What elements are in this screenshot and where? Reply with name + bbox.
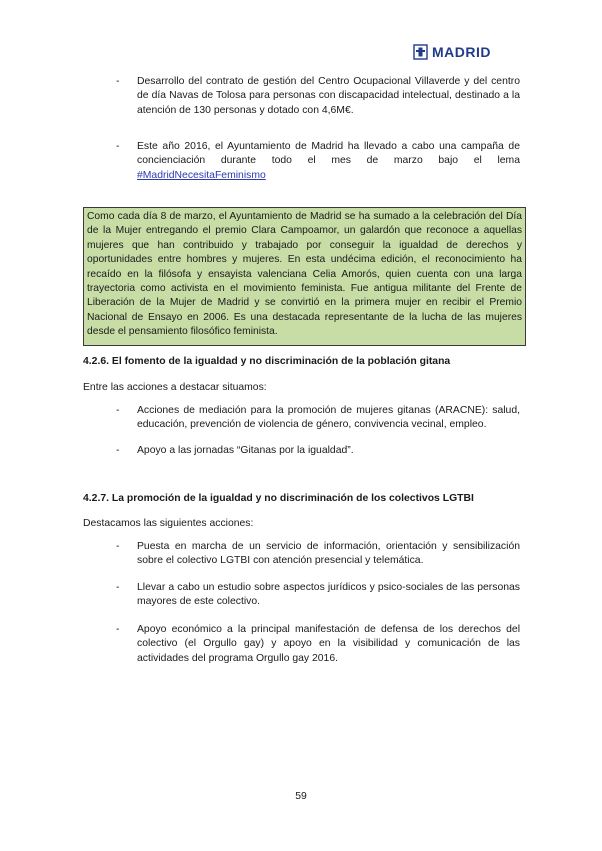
hashtag-link[interactable]: #MadridNecesitaFeminismo <box>137 169 266 181</box>
bullet-dash: - <box>116 624 120 635</box>
list-item-text: Apoyo económico a la principal manifestación de defensa de los derechos del colectivo (el Orgullo gay) y apoyo en la visibilidad y comunicación de las actividades del programa Orgullo gay 2016. <box>137 624 520 664</box>
bullet-dash: - <box>116 445 120 456</box>
list-item <box>116 581 520 610</box>
section-intro: Destacamos las siguientes acciones: <box>83 518 254 529</box>
section-intro: Entre las acciones a destacar situamos: <box>83 382 267 393</box>
list-item-text: Apoyo a las jornadas “Gitanas por la igualdad”. <box>137 445 354 456</box>
list-item-text: Puesta en marcha de un servicio de información, orientación y sensibilización sobre el colectivo LGTBI con atención presencial y telemática. <box>137 541 520 567</box>
madrid-logo <box>413 44 491 60</box>
section-heading: 4.2.6. El fomento de la igualdad y no discriminación de la población gitana <box>83 356 451 367</box>
section-heading: 4.2.7. La promoción de la igualdad y no discriminación de los colectivos LGTBI <box>83 493 474 504</box>
madrid-emblem-icon <box>413 44 428 60</box>
logo-text: MADRID <box>432 44 491 60</box>
page-number: 59 <box>295 791 307 802</box>
list-item-text: Desarrollo del contrato de gestión del Centro Ocupacional Villaverde y del centro de día Navas de Tolosa para personas con discapacidad intelectual, destinado a la atención de 130 personas y dotado con 4,6M€. <box>137 76 520 116</box>
bullet-dash: - <box>116 582 120 593</box>
list-item-text: Este año 2016, el Ayuntamiento de Madrid ha llevado a cabo una campaña de concienciación durante todo el mes de marzo bajo el lema <box>137 141 520 167</box>
list-item <box>116 140 520 183</box>
bullet-dash: - <box>116 141 120 152</box>
bullet-dash: - <box>116 76 120 87</box>
list-item-text: Llevar a cabo un estudio sobre aspectos jurídicos y psico-sociales de las personas mayores de este colectivo. <box>137 582 520 608</box>
bullet-dash: - <box>116 541 120 552</box>
list-item <box>116 444 520 458</box>
bullet-dash: - <box>116 405 120 416</box>
list-item <box>116 540 520 569</box>
list-item <box>116 404 520 433</box>
list-item-text: Acciones de mediación para la promoción de mujeres gitanas (ARACNE): salud, educación, prevención de violencia de género, convivencia vecinal, empleo. <box>137 405 520 431</box>
list-item <box>116 75 520 118</box>
list-item <box>116 623 520 666</box>
highlight-box: Como cada día 8 de marzo, el Ayuntamiento de Madrid se ha sumado a la celebración del Día de la Mujer entregando el premio Clara Campoamor, un galardón que reconoce a aquellas mujeres que han contribuido y trabajado por conseguir la igualdad de derechos y oportunidades entre hombres y mujeres. En esta undécima edición, el reconocimiento ha recaído en la filósofa y ensayista valenciana Celia Amorós, quien cuenta con una larga trayectoria como activista en el movimiento feminista. Fue antigua militante del Frente de Liberación de la Mujer de Madrid y se convirtió en la primera mujer en recibir el Premio Nacional de Ensayo en 2006. Es una destacada representante de la lucha de las mujeres desde el pensamiento filosófico feminista. <box>83 207 526 346</box>
